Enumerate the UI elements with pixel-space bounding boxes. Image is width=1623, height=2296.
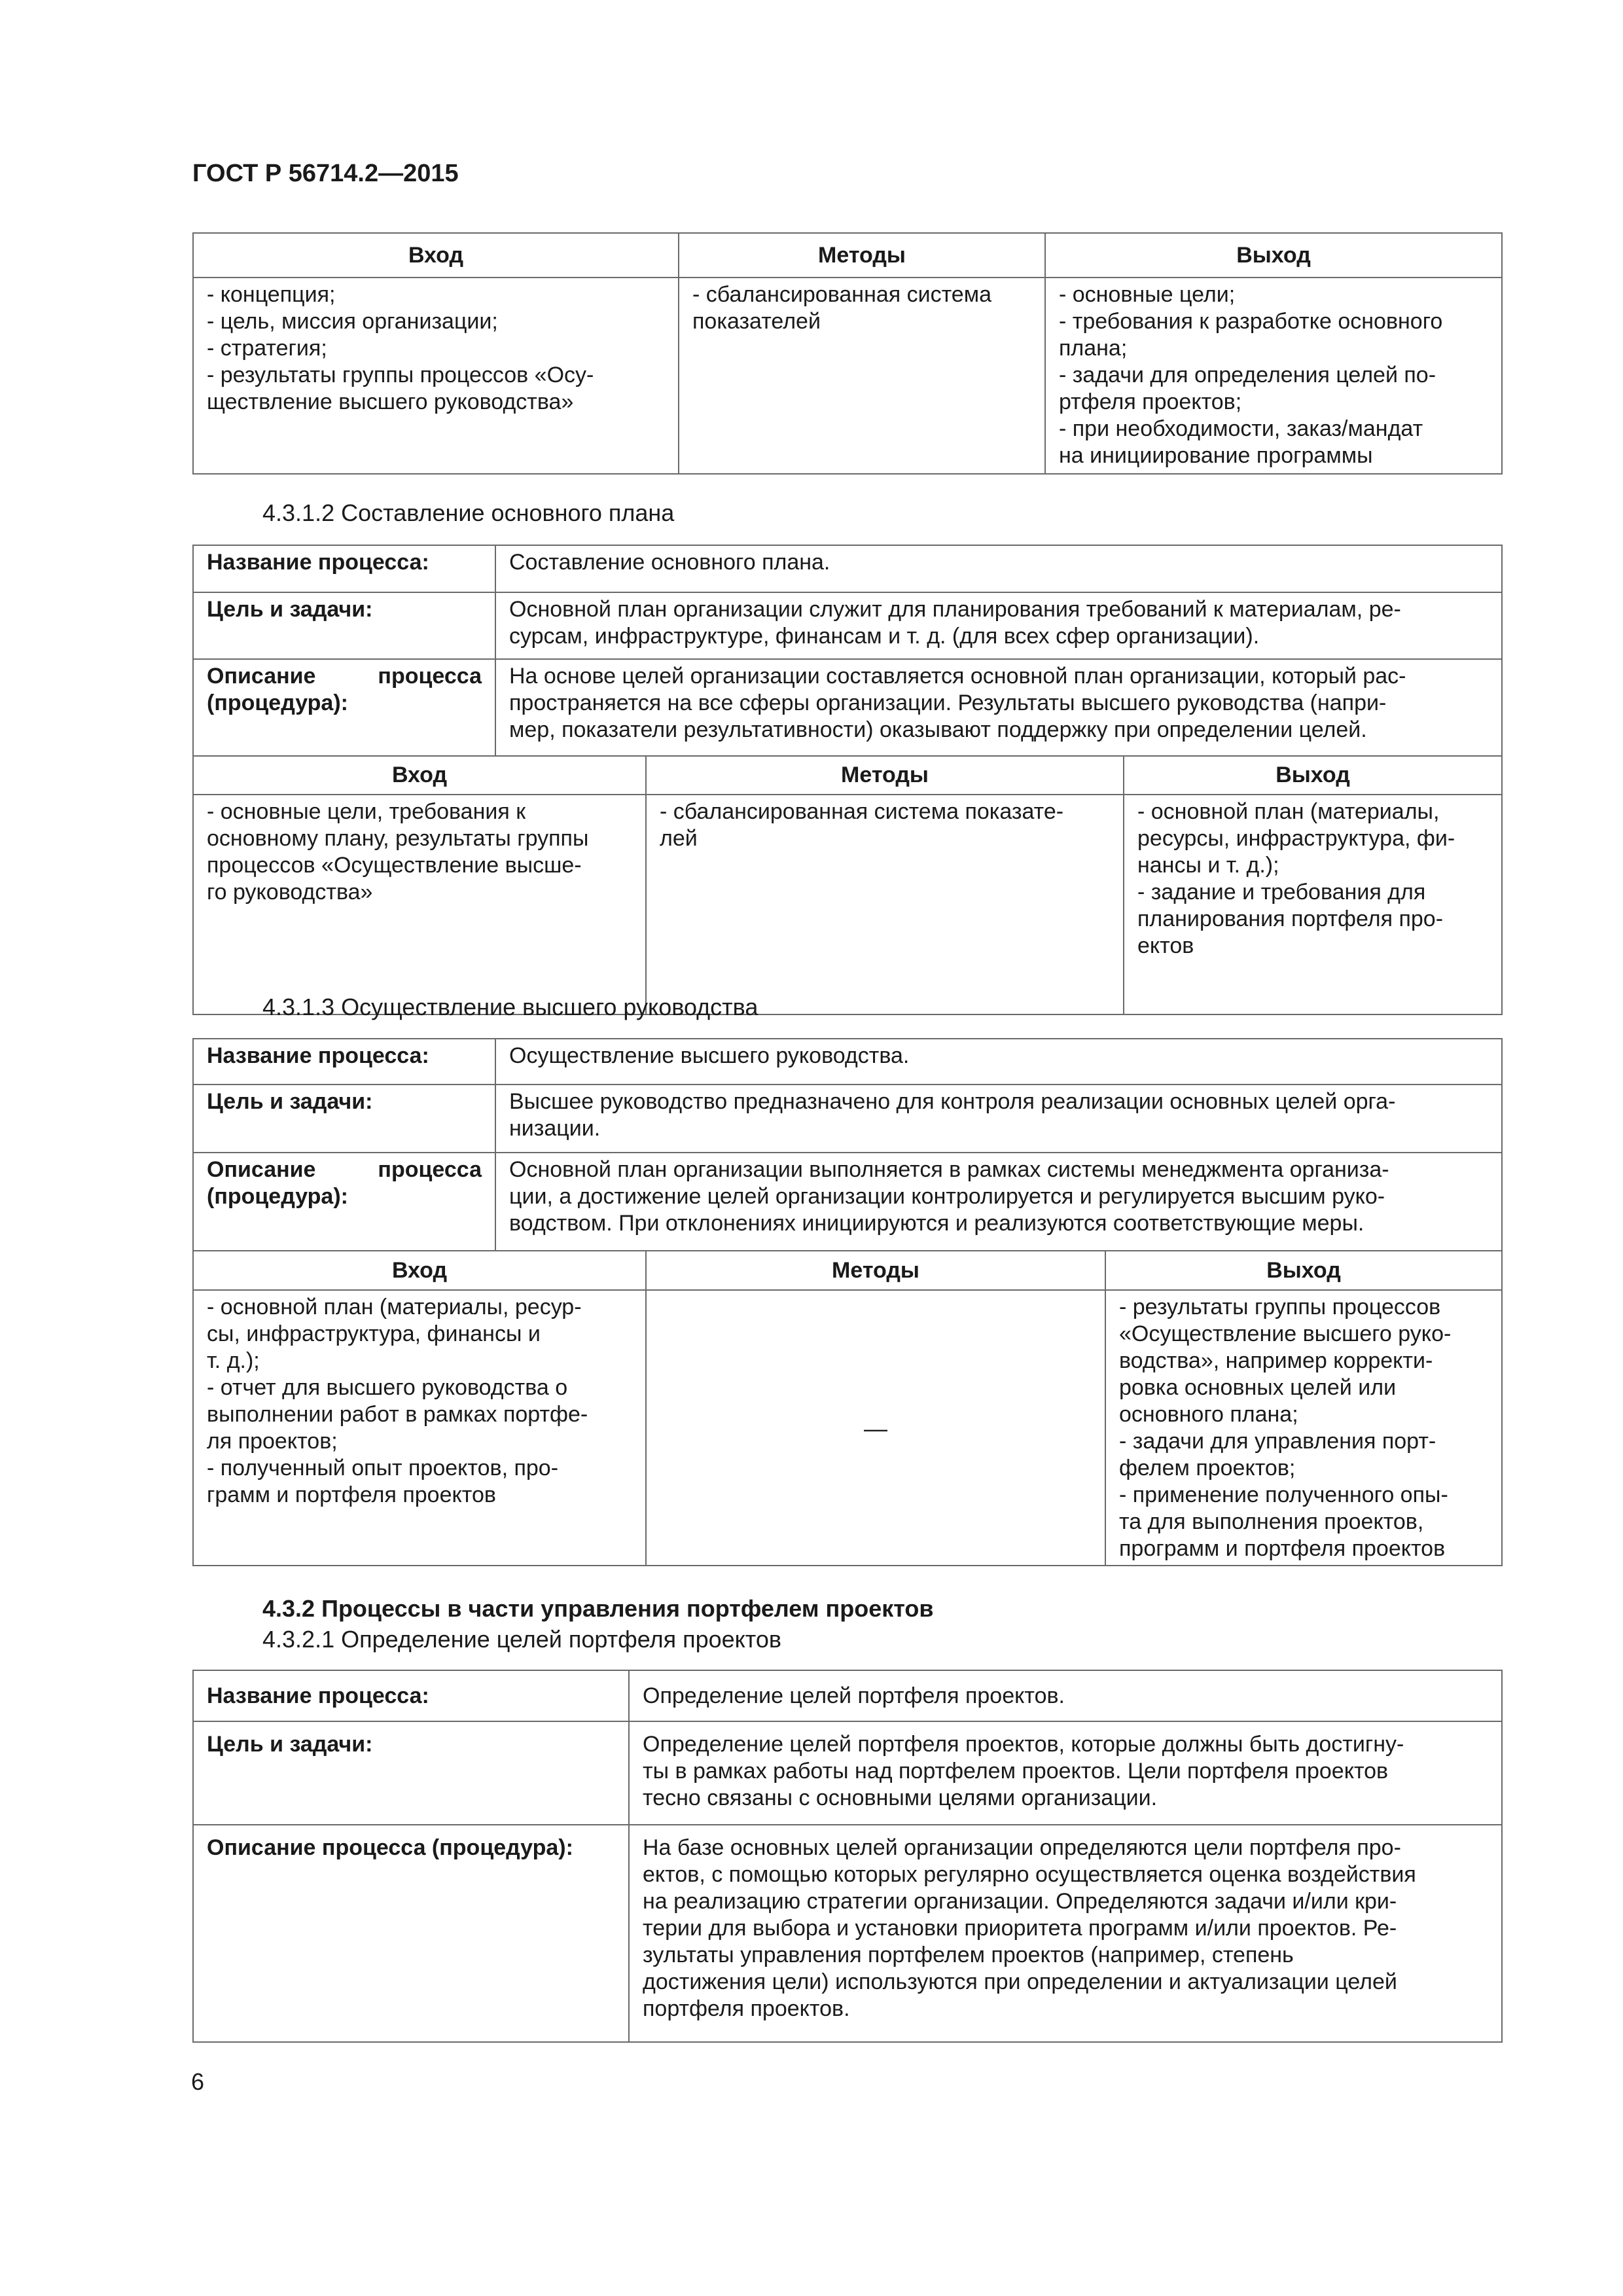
description-value: На основе целей организации составляется основной план организации, который рас- пространяется на все сферы организации. Результаты высшего руководства (напри- мер, показатели результативности) оказывают поддержку при определении целей.: [495, 659, 1502, 756]
process-name-value: Осуществление высшего руководства.: [495, 1039, 1502, 1085]
section-title-4-3-1-3: 4.3.1.3 Осуществление высшего руководства: [262, 994, 758, 1020]
methods-cell: —: [646, 1290, 1105, 1566]
input-header: Вход: [193, 756, 646, 795]
io-table-4-3-1-2: [192, 755, 1503, 1015]
output-header: Выход: [1105, 1251, 1502, 1290]
process-table-4-3-1-2: [192, 545, 1503, 757]
document-code: ГОСТ Р 56714.2—2015: [192, 160, 459, 187]
section-title-4-3-1-2: 4.3.1.2 Составление основного плана: [262, 499, 675, 526]
methods-cell: - сбалансированная система показате- лей: [646, 795, 1124, 1014]
goals-value: Определение целей портфеля проектов, которые должны быть достигну- ты в рамках работы над портфелем проектов. Цели портфеля проектов тесно связаны с основными целями организации.: [629, 1721, 1502, 1825]
methods-header: Методы: [679, 233, 1045, 278]
input-header: Вход: [193, 1251, 646, 1290]
output-cell: - основной план (материалы, ресурсы, инфраструктура, фи- нансы и т. д.); - задание и требования для планирования портфеля про- ектов: [1124, 795, 1502, 1014]
goals-value: Высшее руководство предназначено для контроля реализации основных целей орга- низации.: [495, 1085, 1502, 1153]
io-table-4-3-1-3: [192, 1250, 1503, 1566]
output-header: Выход: [1124, 756, 1502, 795]
output-cell: - основные цели; - требования к разработке основного плана; - задачи для определения целей по- ртфеля проектов; - при необходимости, заказ/мандат на инициирование программы: [1045, 278, 1502, 474]
description-label: Описание процесса (процедура):: [207, 1157, 482, 1209]
top-io-table: [192, 232, 1503, 475]
description-label: Описание процесса (процедура):: [207, 664, 482, 715]
output-cell: - результаты группы процессов «Осуществление высшего руко- водства», например корректи- ровка основных целей или основного плана; - задачи для управления порт- фелем проектов; - применение полученного опы- та для выполнения проектов, программ и портфеля проектов: [1105, 1290, 1502, 1566]
output-header: Выход: [1045, 233, 1502, 278]
process-name-label: Название процесса:: [193, 1039, 495, 1085]
process-name-label: Название процесса:: [193, 1670, 629, 1721]
description-label-cell: [193, 659, 495, 756]
goals-label: Цель и задачи:: [193, 1085, 495, 1153]
goals-label: Цель и задачи:: [193, 1721, 629, 1825]
description-label: Описание процесса (процедура):: [193, 1825, 629, 2042]
methods-header: Методы: [646, 756, 1124, 795]
description-value: На базе основных целей организации определяются цели портфеля про- ектов, с помощью которых регулярно осуществляется оценка воздействия на реализацию стратегии организации. Определяются задачи и/или кри- терии для выбора и установки приоритета программ и/или проектов. Ре- зультаты управления портфелем проектов (например, степень достижения цели) используются при определении и актуализации целей портфеля проектов.: [629, 1825, 1502, 2042]
description-value: Основной план организации выполняется в рамках системы менеджмента организа- ции, а достижение целей организации контролируется и регулируется высшим руко- водством. При отклонениях инициируются и реализуются соответствующие меры.: [495, 1153, 1502, 1251]
section-title-4-3-2: 4.3.2 Процессы в части управления портфелем проектов: [262, 1595, 934, 1622]
goals-value: Основной план организации служит для планирования требований к материалам, ре- сурсам, инфраструктуре, финансам и т. д. (для всех сфер организации).: [495, 592, 1502, 659]
process-name-label: Название процесса:: [193, 545, 495, 592]
methods-header: Методы: [646, 1251, 1105, 1290]
goals-label: Цель и задачи:: [193, 592, 495, 659]
input-cell: - основные цели, требования к основному плану, результаты группы процессов «Осуществление высше- го руководства»: [193, 795, 646, 1014]
description-label-cell: [193, 1153, 495, 1251]
process-table-4-3-1-3: [192, 1038, 1503, 1251]
section-title-4-3-2-1: 4.3.2.1 Определение целей портфеля проектов: [262, 1626, 782, 1653]
methods-cell: - сбалансированная система показателей: [679, 278, 1045, 474]
input-cell: - основной план (материалы, ресур- сы, инфраструктура, финансы и т. д.); - отчет для высшего руководства о выполнении работ в рамках портфе- ля проектов; - полученный опыт проектов, про- грамм и портфеля проектов: [193, 1290, 646, 1566]
input-header: Вход: [193, 233, 679, 278]
process-name-value: Составление основного плана.: [495, 545, 1502, 592]
page-number: 6: [191, 2068, 205, 2095]
process-table-4-3-2-1: [192, 1670, 1503, 2043]
process-name-value: Определение целей портфеля проектов.: [629, 1670, 1502, 1721]
input-cell: - концепция; - цель, миссия организации; - стратегия; - результаты группы процессов «Осу- ществление высшего руководства»: [193, 278, 679, 474]
